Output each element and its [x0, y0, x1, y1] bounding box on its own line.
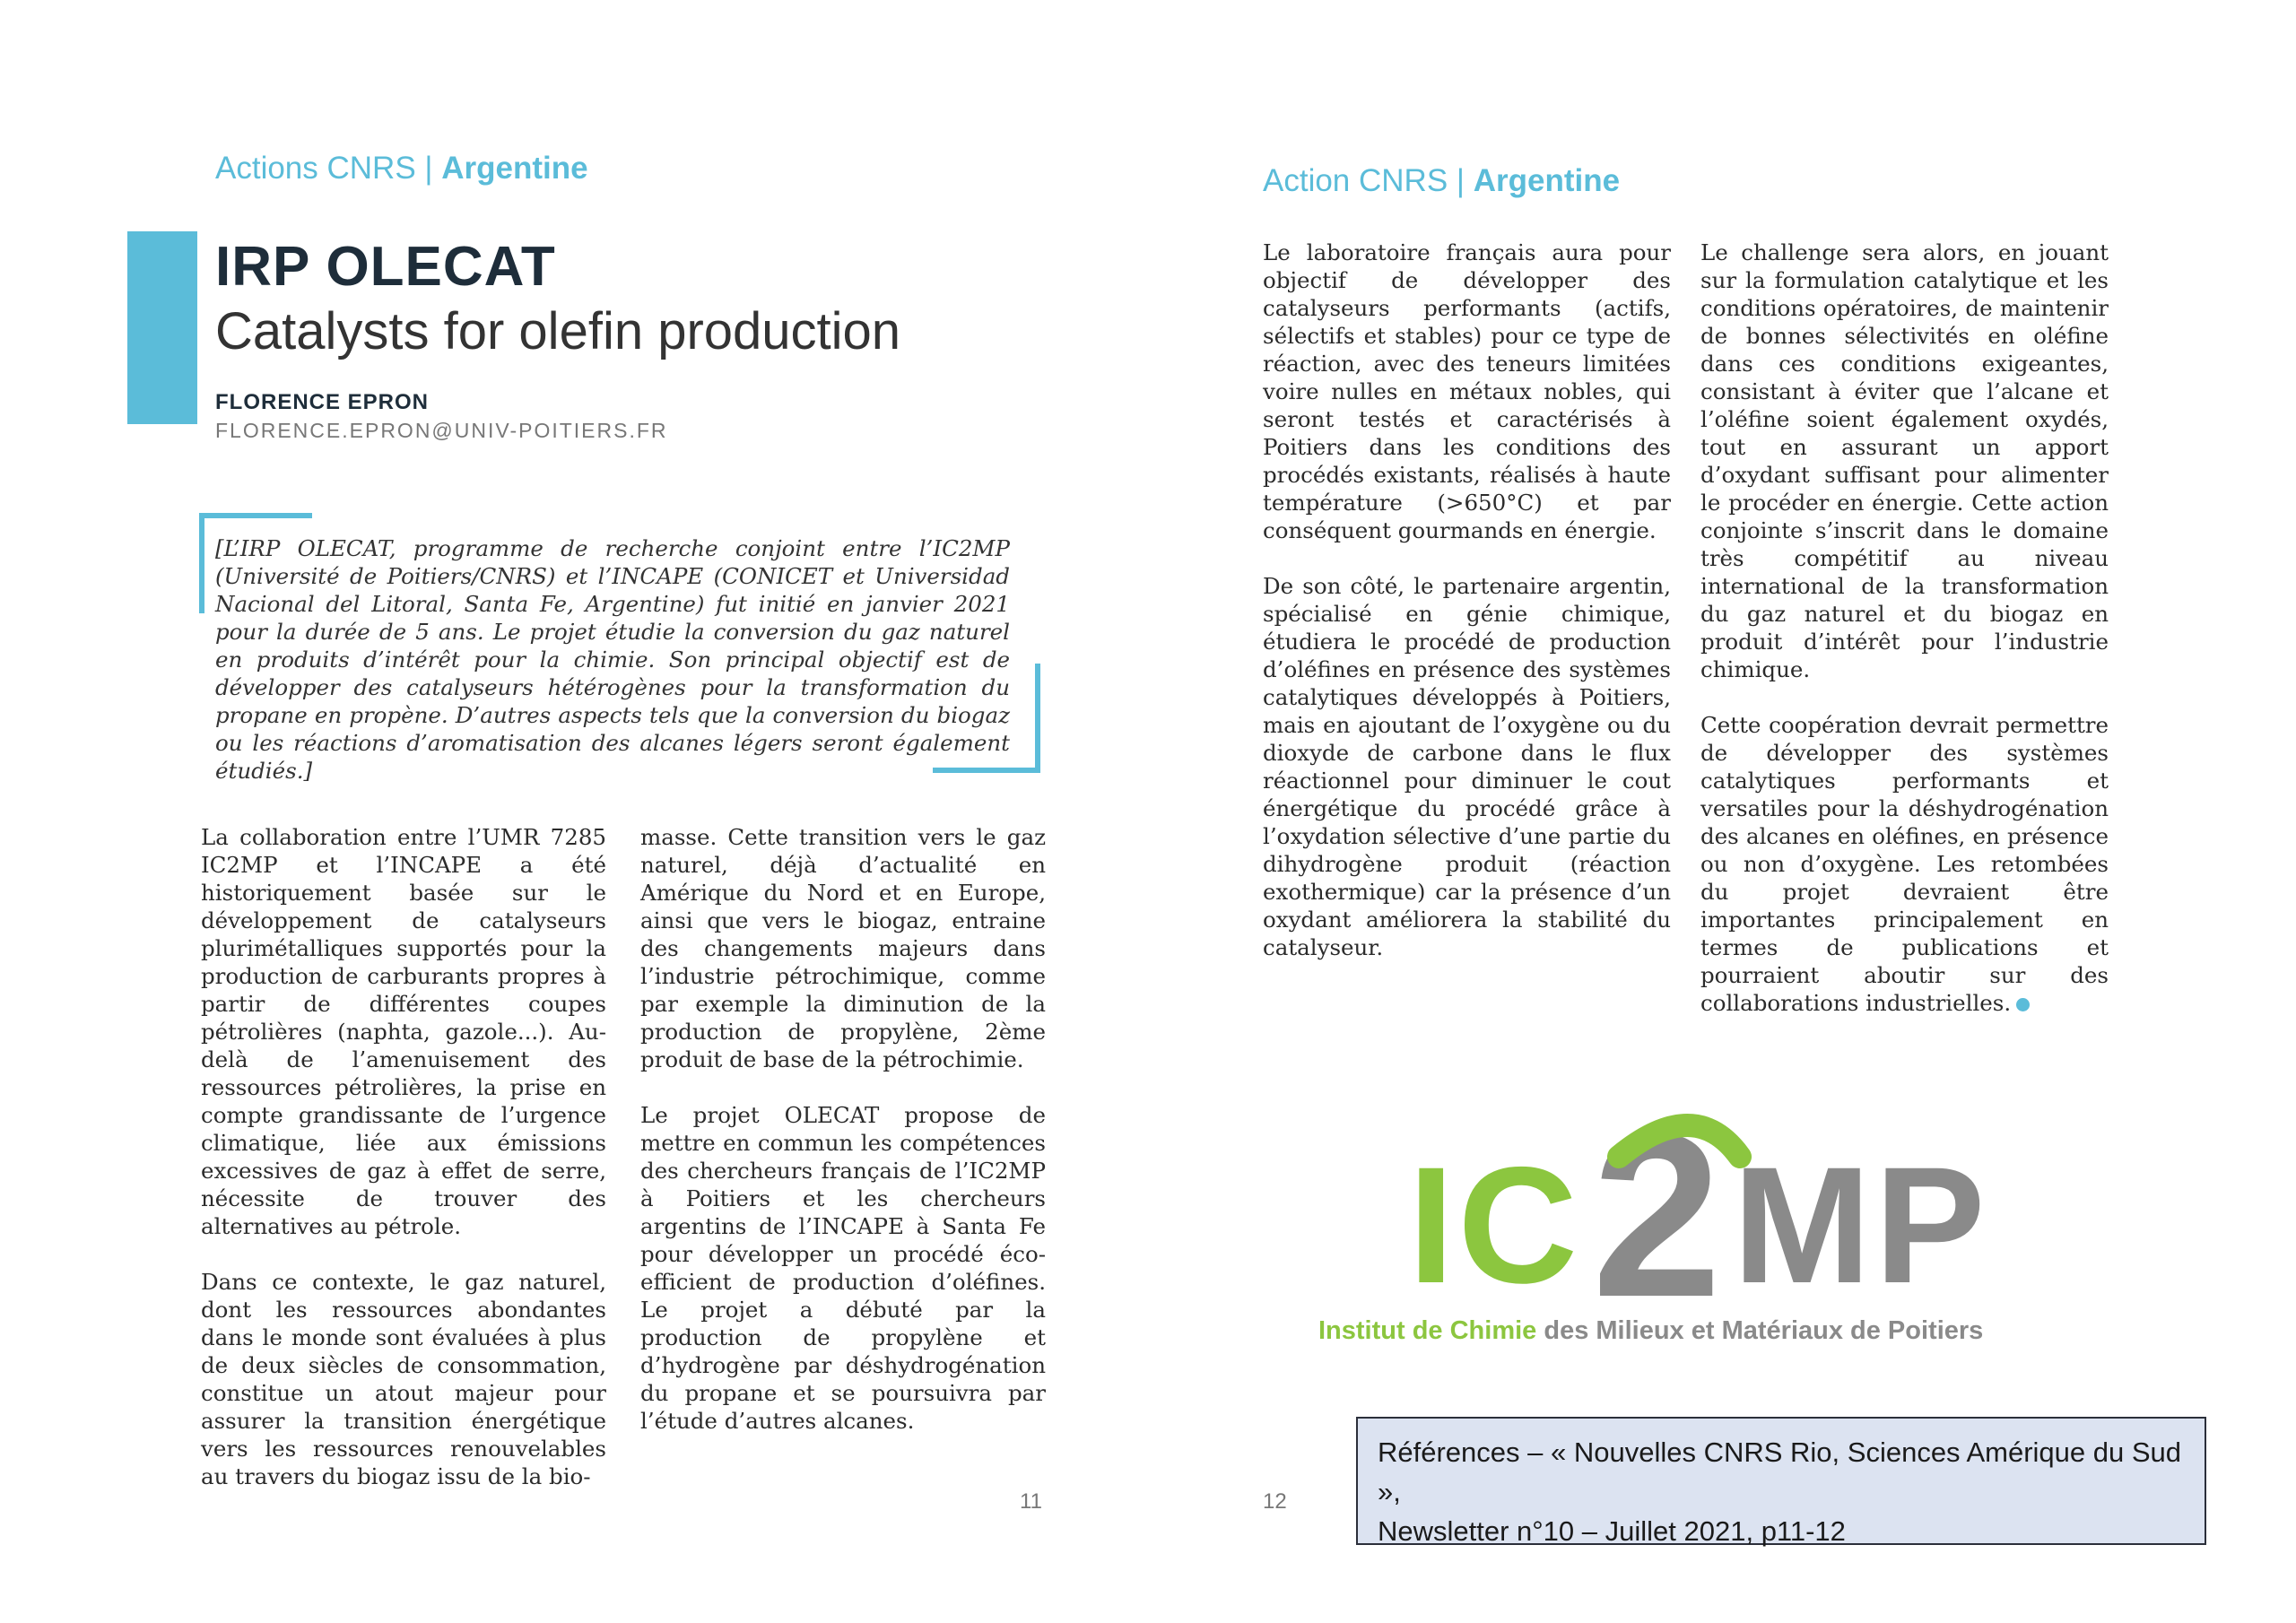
title-accent-bar: [127, 231, 197, 424]
section-country: Argentine: [441, 151, 588, 186]
author-name: FLORENCE EPRON: [215, 390, 430, 414]
paragraph: La collaboration entre l’UMR 7285 IC2MP et l’INCAPE a été historiquement basée sur le développement de catalyseurs plurimétalliques supportés pour la production de carburants propres à partir de différentes coupes pétrolières (naphta, gazole...). Au-delà de l’amenuisement des ressources pétrolières, la prise en compte grandissante de l’urgence climatique, liée aux émissions excessives de gaz à effet de serre, nécessite de trouver des alternatives au pétrole.: [201, 824, 606, 1239]
logo-mp: MP: [1733, 1133, 1989, 1318]
section-header-right: [1263, 163, 1620, 199]
logo-caption: [1318, 1316, 1983, 1346]
paragraph-text: Cette coopération devrait permettre de développer des systèmes catalytiques performants et versatiles pour la déshydrogénation des alcanes en oléfines, en présence ou non d’oxygène. Les retombées du projet devraient être importantes principalement en termes de publications et pourraient aboutir sur des collaborations industrielles.: [1700, 712, 2109, 1016]
paragraph: [1700, 711, 2109, 1017]
paragraph: Le challenge sera alors, en jouant sur la formulation catalytique et les conditions opératoires, de maintenir de bonnes sélectivités en oléfine dans ces conditions exigeantes, consistant à éviter que l’alcane et l’oléfine soient également oxydés, tout en assurant un apport d’oxydant suffisant pour alimenter le procéder en énergie. Cette action conjointe s’inscrit dans le domaine très compétitif au niveau international de la transformation du gaz naturel et du biogaz en produit d’intérêt pour l’industrie chimique.: [1700, 239, 2109, 682]
paragraph: masse. Cette transition vers le gaz naturel, déjà d’actualité en Amérique du Nord et en Europe, ainsi que vers le biogaz, entraine des changements majeurs dans l’industrie pétrochimique, comme par exemple la diminution de la production de propylène, 2ème produit de base de la pétrochimie.: [640, 824, 1046, 1072]
reference-line-1: Références – « Nouvelles CNRS Rio, Sciences Amérique du Sud »,: [1378, 1436, 2182, 1507]
section-prefix: Action CNRS: [1263, 163, 1448, 198]
paragraph: Le projet OLECAT propose de mettre en commun les compétences des chercheurs français de l’IC2MP à Poitiers et les chercheurs argentins de l’INCAPE à Santa Fe pour développer un procédé éco-efficient de production d’oléfines. Le projet a débuté par la production de propylène et d’hydrogène par déshydrogénation du propane et se poursuivra par l’étude d’autres alcanes.: [640, 1102, 1046, 1434]
logo-caption-green: Institut de Chimie: [1318, 1316, 1537, 1345]
reference-box: [1356, 1417, 2206, 1545]
section-separator: |: [424, 151, 433, 186]
right-column-1: [1263, 239, 1671, 961]
paragraph: De son côté, le partenaire argentin, spécialisé en génie chimique, étudiera le procédé de production d’oléfines en présence des systèmes catalytiques développés à Poitiers, mais en ajoutant de l’oxygène ou du dioxyde de carbone dans le flux réactionnel pour diminuer le cout énergétique du procédé grâce à l’oxydation sélective d’une partie du dihydrogène produit (réaction exothermique) car la présence d’un oxydant améliorera la stabilité du catalyseur.: [1263, 573, 1671, 960]
reference-line-2: Newsletter n°10 – Juillet 2021, p11-12: [1378, 1515, 1846, 1547]
page-number-left: 11: [1020, 1489, 1042, 1514]
paragraph: Dans ce contexte, le gaz naturel, dont les ressources abondantes dans le monde sont évaluées à plus de deux siècles de consommation, constitue un atout majeur pour assurer la transition énergétique vers les ressources renouvelables au travers du biogaz issu de la bio-: [201, 1269, 606, 1489]
bracket-left: [199, 513, 204, 613]
author-email[interactable]: FLORENCE.EPRON@UNIV-POITIERS.FR: [215, 419, 668, 442]
logo-caption-gray: des Milieux et Matériaux de Poitiers: [1544, 1316, 1984, 1345]
page-number-right: 12: [1263, 1489, 1287, 1514]
logo-two: 2: [1592, 1103, 1722, 1346]
bracket-top: [199, 513, 312, 518]
end-mark-dot: [2016, 998, 2030, 1011]
article-subtitle: Catalysts for olefin production: [215, 302, 901, 360]
paragraph: Le laboratoire français aura pour objectif de développer des catalyseurs performants (actifs, sélectifs et stables) pour ce type de réaction, avec des teneurs limitées voire nulles en métaux nobles, qui seront testés et caractérisés à Poitiers dans les conditions des procédés existants, réalisés à haute température (>650°C) et par conséquent gourmands en énergie.: [1263, 239, 1671, 543]
abstract: [L’IRP OLECAT, programme de recherche conjoint entre l’IC2MP (Université de Poitiers/CNRS) et l’INCAPE (CONICET et Universidad Nacional del Litoral, Santa Fe, Argentine) fut initié en janvier 2021 pour la durée de 5 ans. Le projet étudie la conversion du gaz naturel en produits d’intérêt pour la chimie. Son principal objectif est de développer des catalyseurs hétérogènes pour la transformation du propane en propène. D’autres aspects tels que la conversion du biogaz ou les réactions d’aromatisation des alcanes légers seront également étudiés.]: [215, 535, 1010, 784]
section-country: Argentine: [1473, 163, 1621, 198]
bracket-right: [1035, 664, 1040, 773]
section-prefix: Actions CNRS: [215, 151, 416, 186]
left-column-1: [201, 823, 606, 1490]
section-separator: |: [1456, 163, 1465, 198]
section-header-left: [215, 151, 588, 187]
left-column-2: [640, 823, 1046, 1435]
right-column-2: [1700, 239, 2109, 1017]
article-title: IRP OLECAT: [215, 236, 556, 298]
logo-ic: IC: [1408, 1133, 1581, 1318]
